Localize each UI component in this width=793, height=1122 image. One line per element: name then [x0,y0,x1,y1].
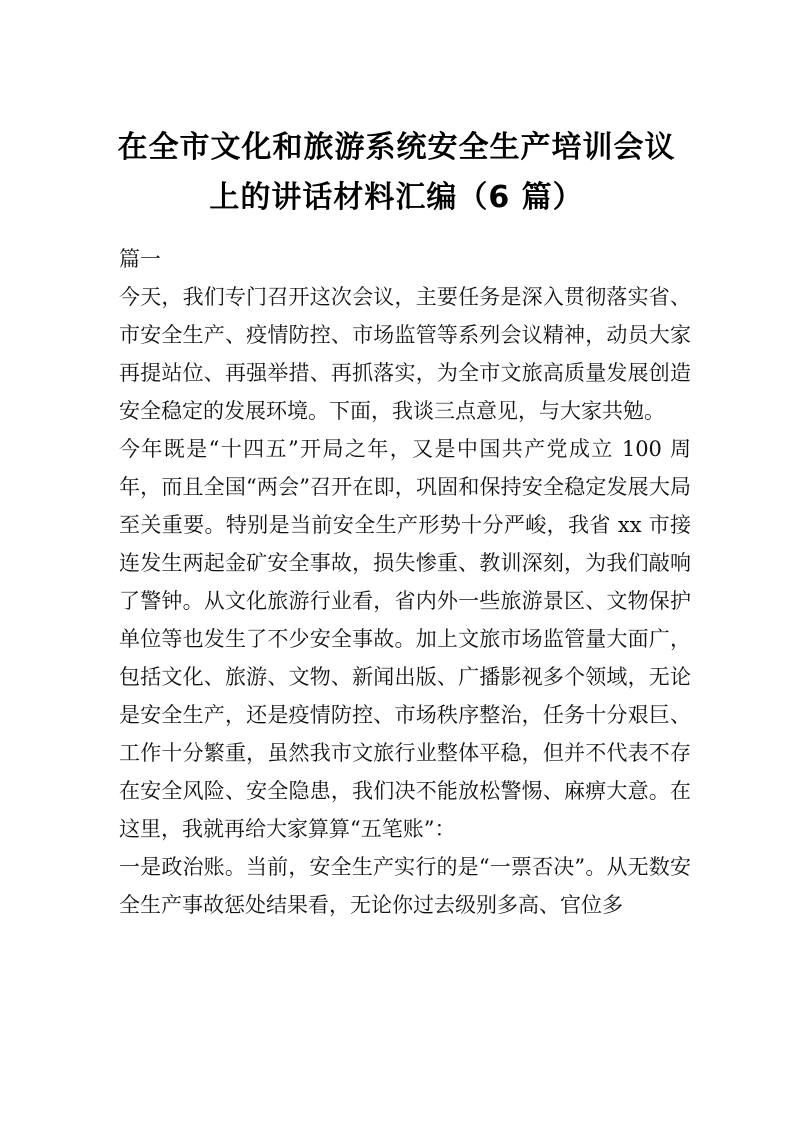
body-paragraph: 一是政治账。当前，安全生产实行的是“一票否决”。从无数安全生产事故惩处结果看，无论你过去级别多高、官位多 [119,855,691,917]
section-heading: 篇一 [119,247,161,271]
document-title-line-2: 上的讲话材料汇编（6 篇） [209,180,584,215]
document-title-line-1: 在全市文化和旅游系统安全生产培训会议 [117,130,676,165]
body-paragraph: 今天，我们专门召开这次会议，主要任务是深入贯彻落实省、市安全生产、疫情防控、市场监管等系列会议精神，动员大家再提站位、再强举措、再抓落实，为全市文旅高质量发展创造安全稳定的发展环境。下面，我谈三点意见，与大家共勉。 [119,285,691,423]
body-paragraph: 今年既是“十四五”开局之年，又是中国共产党成立 100 周年，而且全国“两会”召开在即，巩固和保持安全稳定发展大局至关重要。特别是当前安全生产形势十分严峻，我省 xx 市接连发生两起金矿安全事故，损失惨重、教训深刻，为我们敲响了警钟。从文化旅游行业看，省内外一些旅游景区、文物保护单位等也发生了不少安全事故。加上文旅市场监管量大面广，包括文化、旅游、文物、新闻出版、广播影视多个领域，无论是安全生产，还是疫情防控、市场秩序整治，任务十分艰巨、工作十分繁重，虽然我市文旅行业整体平稳，但并不代表不存在安全风险、安全隐患，我们决不能放松警惕、麻痹大意。在这里，我就再给大家算算“五笔账”： [119,437,691,841]
document-body [119,240,691,924]
